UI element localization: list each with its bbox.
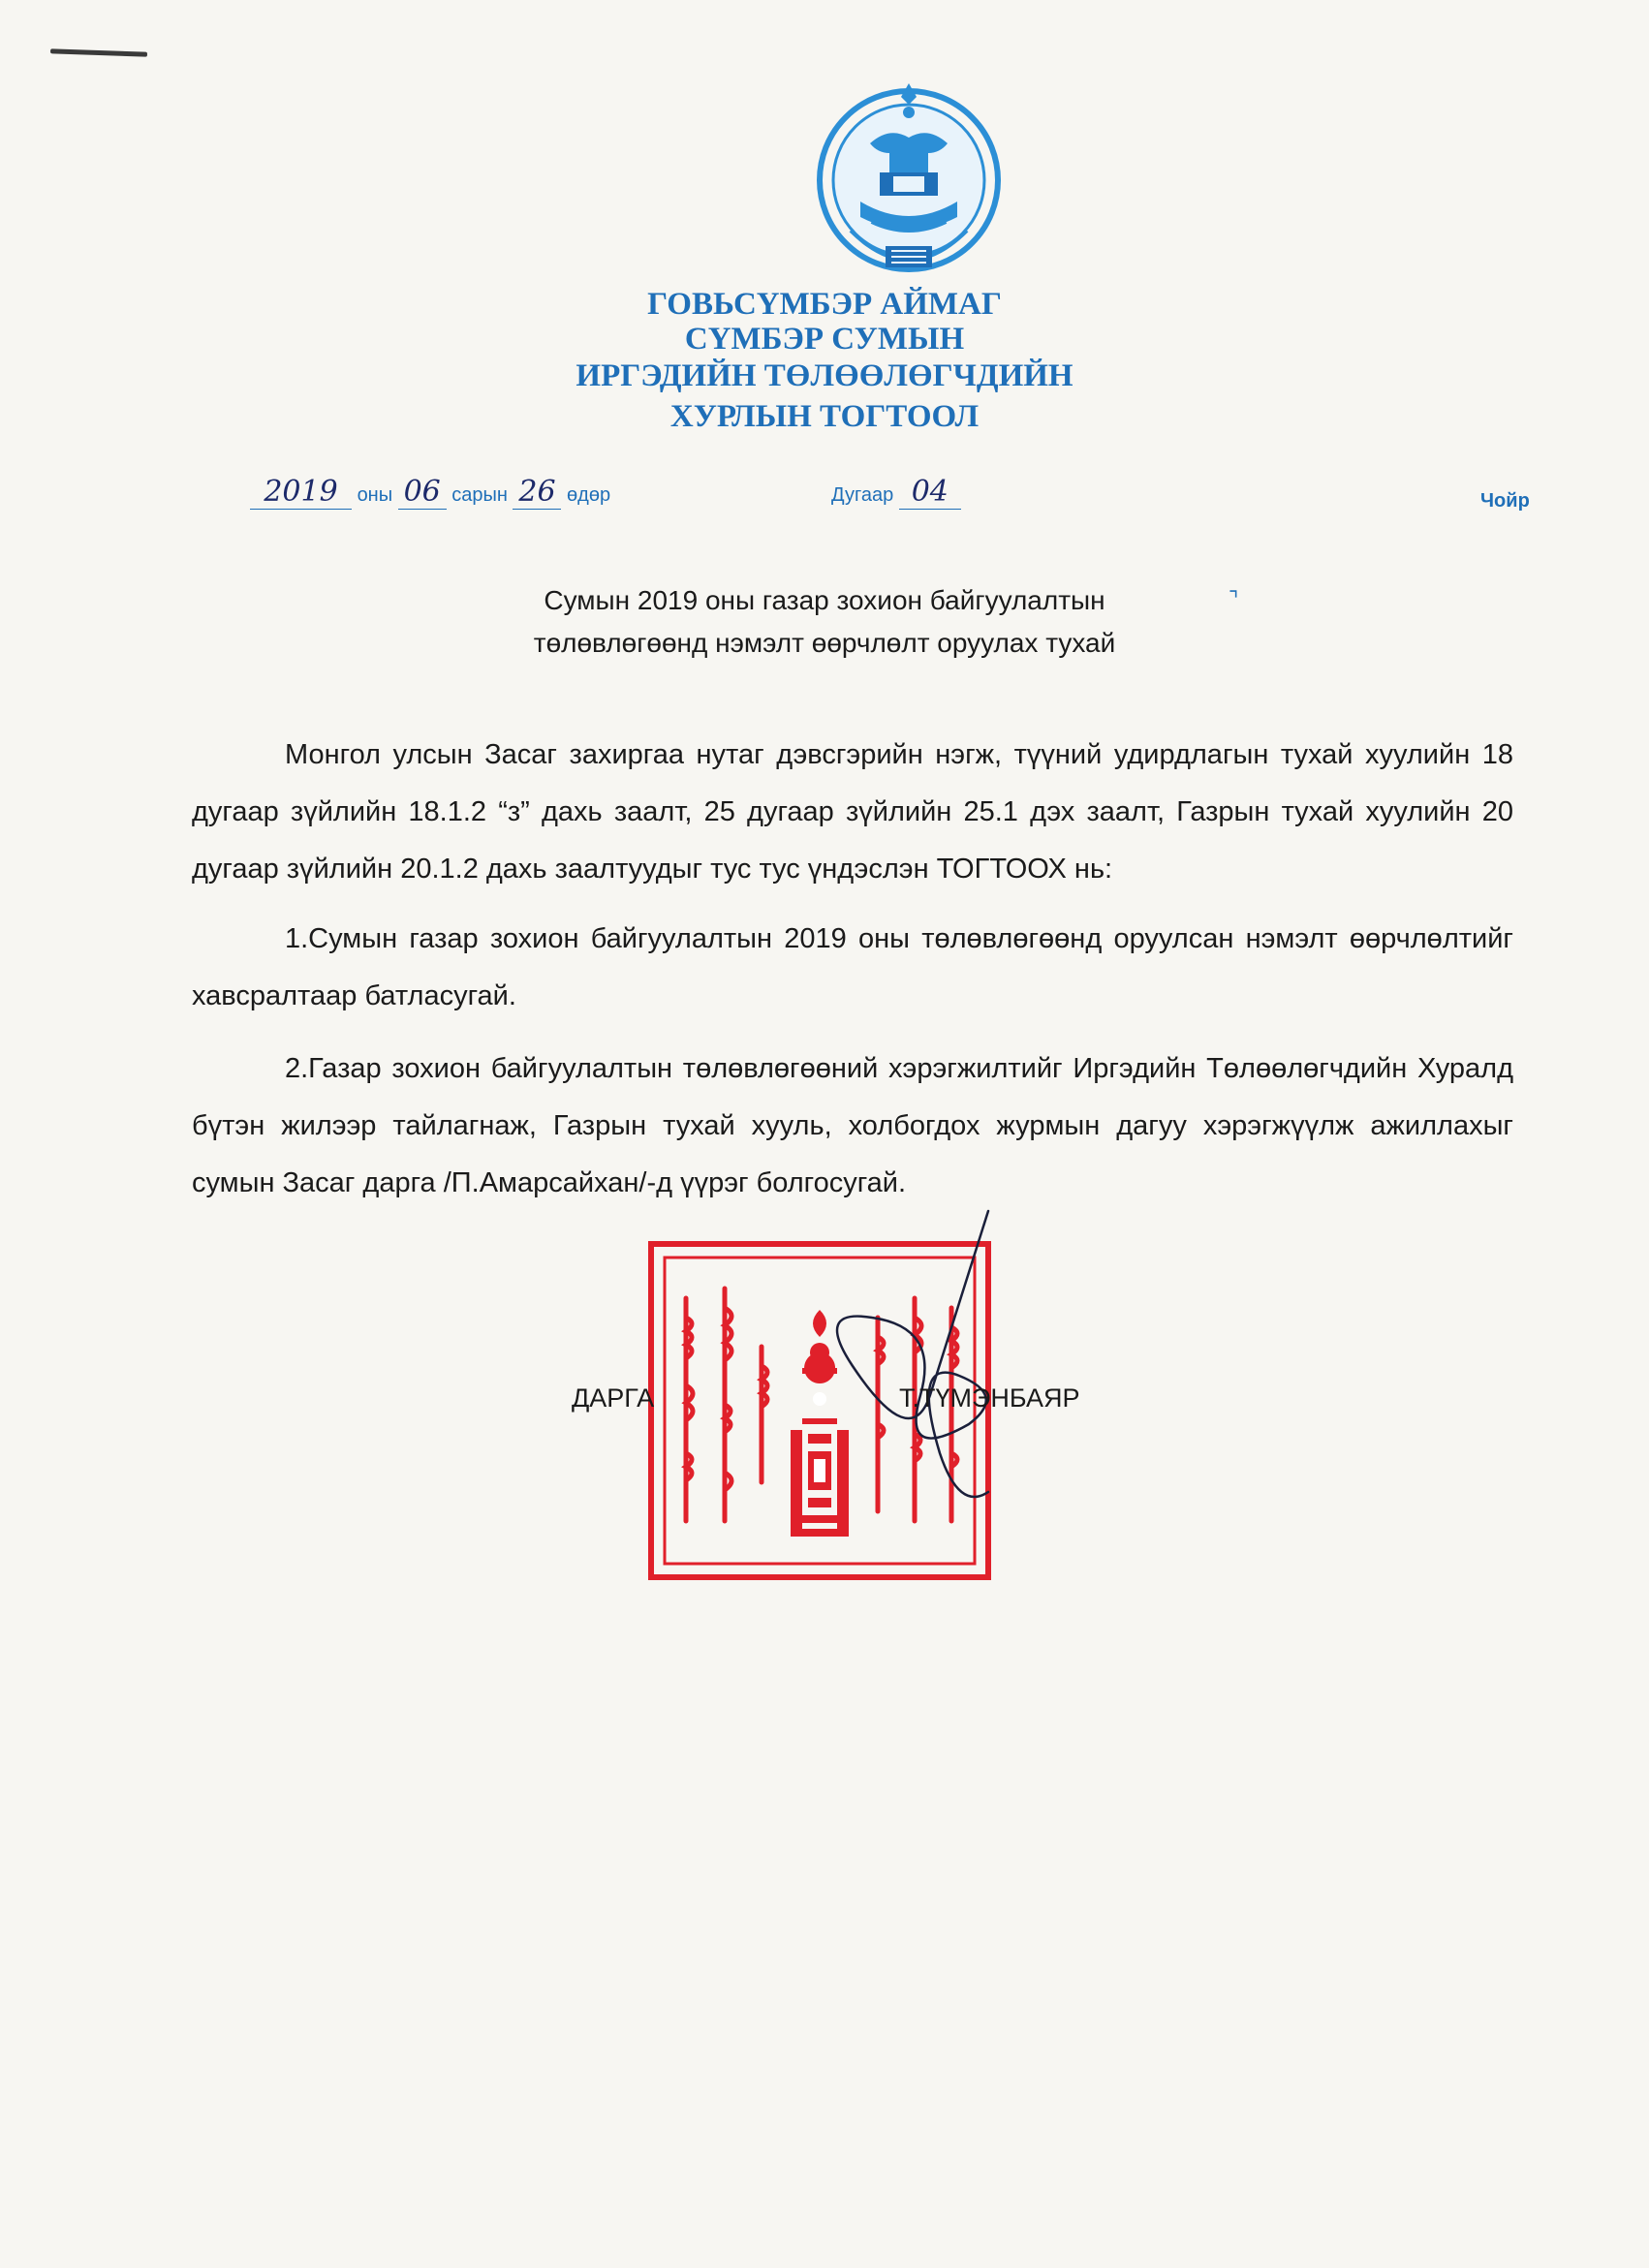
state-emblem-icon xyxy=(812,76,1006,277)
date-month: 06 xyxy=(403,475,441,509)
signer-name: Т.ТҮМЭНБАЯР xyxy=(899,1383,1080,1413)
resolution-place: Чойр xyxy=(1480,490,1530,512)
date-day-label: өдөр xyxy=(567,484,611,506)
header-council: ИРГЭДИЙН ТӨЛӨӨЛӨГЧДИЙН xyxy=(576,358,1073,393)
header-soum: СҮМБЭР СУМЫН xyxy=(684,322,965,357)
resolution-number xyxy=(831,475,961,510)
header-resolution: ХУРЛЫН ТОГТООЛ xyxy=(669,399,980,434)
resolution-title-line1: Сумын 2019 оны газар зохион байгуулалтын xyxy=(544,585,1105,615)
date-year-label: оны xyxy=(357,484,393,506)
header-province: ГОВЬСҮМБЭР АЙМАГ xyxy=(647,287,1002,322)
decision-item-2: 2.Газар зохион байгуулалтын төлөвлөгөөний хэрэгжилтийг Иргэдийн Төлөөлөгчдийн Хуралд бүтэн жилээр тайлагнаж, Газрын тухай хууль, холбогдох журмын дагуу хэрэгжүүлж ажиллахыг сумын Засаг дарга /П.Амарсайхан/-д үүрэг болгосугай. xyxy=(192,1053,1513,1198)
preamble-paragraph: Монгол улсын Засаг захиргаа нутаг дэвсгэрийн нэгж, түүний удирдлагын тухай хуулийн 18 дугаар зүйлийн 18.1.2 “з” дахь заалт, 25 дугаар зүйлийн 25.1 дэх заалт, Газрын тухай хуулийн 20 дугаар зүйлийн 20.1.2 дахь заалтуудыг тус тус үндэслэн ТОГТООХ нь: xyxy=(192,739,1513,885)
handwritten-signature xyxy=(794,1201,1017,1550)
date-day: 26 xyxy=(518,475,556,509)
resolution-date xyxy=(250,475,610,510)
number-value: 04 xyxy=(911,475,949,509)
decision-item-1: 1.Сумын газар зохион байгуулалтын 2019 оны төлөвлөгөөнд оруулсан нэмэлт өөрчлөлтийг хавсралтаар батласугай. xyxy=(192,923,1513,1011)
number-label: Дугаар xyxy=(831,484,894,506)
date-month-label: сарын xyxy=(451,484,508,506)
resolution-title-line2: төлөвлөгөөнд нэмэлт өөрчлөлт оруулах тухай xyxy=(533,628,1116,658)
signer-title: ДАРГА xyxy=(572,1383,655,1413)
date-year: 2019 xyxy=(264,475,338,509)
scan-artifact xyxy=(50,48,147,56)
corner-bracket-icon: ⌝ xyxy=(1229,587,1239,611)
